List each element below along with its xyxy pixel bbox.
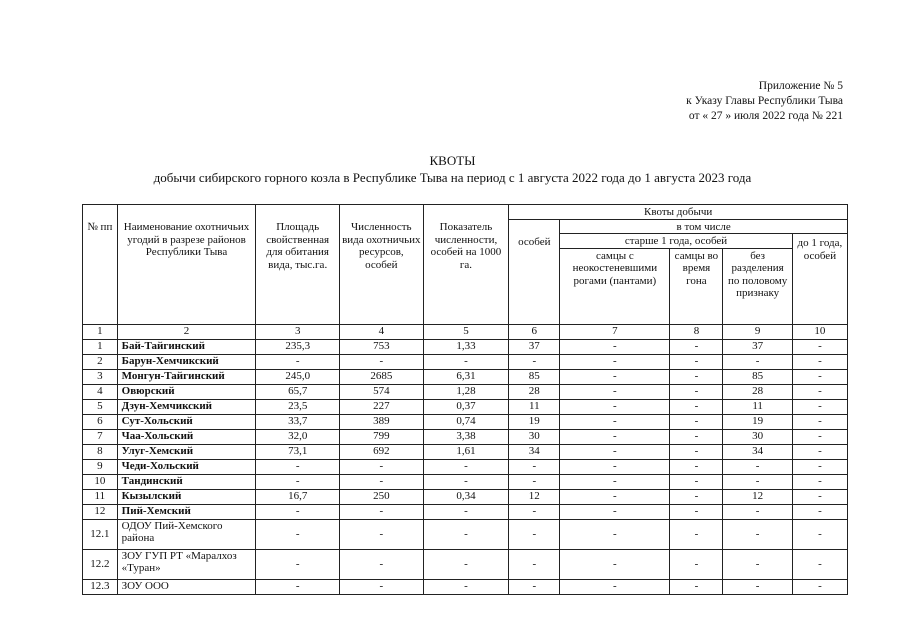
males-antlers-cell: - (560, 414, 670, 429)
males-antlers-cell: - (560, 549, 670, 579)
population-cell: - (340, 459, 424, 474)
males-antlers-cell: - (560, 354, 670, 369)
table-row (83, 579, 848, 594)
area-cell: - (256, 504, 340, 519)
males-rut-cell: - (670, 459, 723, 474)
males-antlers-cell: - (560, 459, 670, 474)
district-name: Монгун-Тайгинский (117, 369, 256, 384)
population-cell: - (340, 354, 424, 369)
population-cell: - (340, 549, 424, 579)
total-quota-cell: 30 (509, 429, 560, 444)
area-cell: 65,7 (256, 384, 340, 399)
under1-cell: - (792, 384, 847, 399)
density-cell: 1,28 (423, 384, 509, 399)
total-quota-cell: - (509, 504, 560, 519)
population-cell: 2685 (340, 369, 424, 384)
males-antlers-cell: - (560, 489, 670, 504)
population-cell: - (340, 579, 424, 594)
under1-cell: - (792, 549, 847, 579)
row-number: 10 (83, 474, 118, 489)
males-rut-cell: - (670, 504, 723, 519)
no-sex-cell: 28 (723, 384, 792, 399)
appendix-line-3: от « 27 » июля 2022 года № 221 (688, 110, 843, 122)
population-cell: - (340, 519, 424, 549)
area-cell: 245,0 (256, 369, 340, 384)
district-name: ОДОУ Пий-Хемского района (117, 519, 256, 549)
area-cell: - (256, 474, 340, 489)
total-quota-cell: - (509, 354, 560, 369)
row-number: 2 (83, 354, 118, 369)
males-antlers-cell: - (560, 444, 670, 459)
appendix-block (686, 79, 843, 124)
males-rut-cell: - (670, 549, 723, 579)
table-row (83, 339, 848, 354)
district-name: Кызылский (117, 489, 256, 504)
area-cell: - (256, 459, 340, 474)
table-row (83, 459, 848, 474)
under1-cell: - (792, 339, 847, 354)
total-quota-cell: - (509, 459, 560, 474)
header-density: Показатель численности, особей на 1000 га. (423, 205, 509, 325)
district-name: ЗОУ ГУП РТ «Маралхоз «Туран» (117, 549, 256, 579)
district-name: Чеди-Хольский (117, 459, 256, 474)
density-cell: - (423, 459, 509, 474)
density-cell: 3,38 (423, 429, 509, 444)
males-antlers-cell: - (560, 369, 670, 384)
col-number: 2 (117, 324, 256, 339)
total-quota-cell: - (509, 474, 560, 489)
total-quota-cell: - (509, 579, 560, 594)
males-antlers-cell: - (560, 519, 670, 549)
header-name: Наименование охотничьих угодий в разрезе районов Республики Тыва (117, 205, 256, 325)
area-cell: 16,7 (256, 489, 340, 504)
total-quota-cell: 85 (509, 369, 560, 384)
area-cell: 32,0 (256, 429, 340, 444)
males-rut-cell: - (670, 339, 723, 354)
population-cell: - (340, 504, 424, 519)
no-sex-cell: - (723, 474, 792, 489)
under1-cell: - (792, 474, 847, 489)
area-cell: - (256, 549, 340, 579)
district-name: ЗОУ ООО (117, 579, 256, 594)
population-cell: 574 (340, 384, 424, 399)
header-males-rut: самцы во время гона (670, 248, 723, 324)
district-name: Чаа-Хольский (117, 429, 256, 444)
district-name: Улуг-Хемский (117, 444, 256, 459)
density-cell: - (423, 474, 509, 489)
no-sex-cell: 85 (723, 369, 792, 384)
males-rut-cell: - (670, 429, 723, 444)
density-cell: - (423, 549, 509, 579)
no-sex-cell: - (723, 579, 792, 594)
density-cell: - (423, 519, 509, 549)
population-cell: 250 (340, 489, 424, 504)
males-rut-cell: - (670, 384, 723, 399)
males-rut-cell: - (670, 399, 723, 414)
total-quota-cell: - (509, 549, 560, 579)
males-rut-cell: - (670, 414, 723, 429)
no-sex-cell: - (723, 519, 792, 549)
row-number: 12.3 (83, 579, 118, 594)
males-rut-cell: - (670, 474, 723, 489)
col-number: 8 (670, 324, 723, 339)
row-number: 11 (83, 489, 118, 504)
no-sex-cell: 19 (723, 414, 792, 429)
under1-cell: - (792, 444, 847, 459)
row-number: 9 (83, 459, 118, 474)
header-under1: до 1 года, особей (792, 234, 847, 325)
males-rut-cell: - (670, 369, 723, 384)
no-sex-cell: - (723, 354, 792, 369)
under1-cell: - (792, 414, 847, 429)
density-cell: 1,33 (423, 339, 509, 354)
row-number: 7 (83, 429, 118, 444)
quota-table (82, 204, 848, 595)
row-number: 8 (83, 444, 118, 459)
no-sex-cell: - (723, 504, 792, 519)
col-number: 7 (560, 324, 670, 339)
row-number: 5 (83, 399, 118, 414)
table-row (83, 369, 848, 384)
density-cell: 1,61 (423, 444, 509, 459)
area-cell: - (256, 354, 340, 369)
under1-cell: - (792, 354, 847, 369)
district-name: Овюрский (117, 384, 256, 399)
under1-cell: - (792, 459, 847, 474)
males-antlers-cell: - (560, 384, 670, 399)
header-num: № пп (83, 205, 118, 325)
no-sex-cell: 30 (723, 429, 792, 444)
no-sex-cell: - (723, 459, 792, 474)
table-row (83, 384, 848, 399)
col-number: 1 (83, 324, 118, 339)
males-rut-cell: - (670, 489, 723, 504)
col-number: 4 (340, 324, 424, 339)
no-sex-cell: 37 (723, 339, 792, 354)
males-rut-cell: - (670, 354, 723, 369)
district-name: Тандинский (117, 474, 256, 489)
district-name: Барун-Хемчикский (117, 354, 256, 369)
district-name: Пий-Хемский (117, 504, 256, 519)
row-number: 6 (83, 414, 118, 429)
col-number: 6 (509, 324, 560, 339)
total-quota-cell: 12 (509, 489, 560, 504)
males-rut-cell: - (670, 579, 723, 594)
density-cell: 0,74 (423, 414, 509, 429)
header-older: старше 1 года, особей (560, 234, 793, 249)
density-cell: - (423, 579, 509, 594)
table-row (83, 549, 848, 579)
header-no-sex: без разделения по половому признаку (723, 248, 792, 324)
title-line-1: КВОТЫ (429, 153, 476, 168)
population-cell: 753 (340, 339, 424, 354)
col-number: 10 (792, 324, 847, 339)
area-cell: 23,5 (256, 399, 340, 414)
area-cell: 235,3 (256, 339, 340, 354)
density-cell: 6,31 (423, 369, 509, 384)
district-name: Бай-Тайгинский (117, 339, 256, 354)
total-quota-cell: 28 (509, 384, 560, 399)
column-number-row (83, 324, 848, 339)
row-number: 3 (83, 369, 118, 384)
header-population: Численность вида охотничьих ресурсов, особей (340, 205, 424, 325)
under1-cell: - (792, 504, 847, 519)
document-title (0, 152, 905, 186)
no-sex-cell: - (723, 549, 792, 579)
area-cell: - (256, 579, 340, 594)
row-number: 4 (83, 384, 118, 399)
males-antlers-cell: - (560, 474, 670, 489)
header-quotas: Квоты добычи (509, 205, 848, 220)
table-row (83, 444, 848, 459)
header-area: Площадь свойственная для обитания вида, тыс.га. (256, 205, 340, 325)
under1-cell: - (792, 429, 847, 444)
row-number: 12.2 (83, 549, 118, 579)
table-row (83, 474, 848, 489)
males-rut-cell: - (670, 444, 723, 459)
col-number: 3 (256, 324, 340, 339)
col-number: 9 (723, 324, 792, 339)
table-row (83, 414, 848, 429)
under1-cell: - (792, 519, 847, 549)
table-row (83, 399, 848, 414)
total-quota-cell: - (509, 519, 560, 549)
population-cell: 227 (340, 399, 424, 414)
district-name: Сут-Хольский (117, 414, 256, 429)
row-number: 12 (83, 504, 118, 519)
total-quota-cell: 34 (509, 444, 560, 459)
table-row (83, 504, 848, 519)
title-line-2: добычи сибирского горного козла в Республике Тыва на период с 1 августа 2022 года до 1 августа 2023 года (153, 170, 752, 185)
males-antlers-cell: - (560, 579, 670, 594)
row-number: 1 (83, 339, 118, 354)
table-row (83, 489, 848, 504)
no-sex-cell: 12 (723, 489, 792, 504)
under1-cell: - (792, 579, 847, 594)
density-cell: - (423, 354, 509, 369)
population-cell: - (340, 474, 424, 489)
district-name: Дзун-Хемчикский (117, 399, 256, 414)
no-sex-cell: 34 (723, 444, 792, 459)
population-cell: 389 (340, 414, 424, 429)
table-row (83, 354, 848, 369)
area-cell: - (256, 519, 340, 549)
population-cell: 692 (340, 444, 424, 459)
no-sex-cell: 11 (723, 399, 792, 414)
header-males-antlers: самцы с неокостеневшими рогами (пантами) (560, 248, 670, 324)
area-cell: 73,1 (256, 444, 340, 459)
males-rut-cell: - (670, 519, 723, 549)
total-quota-cell: 11 (509, 399, 560, 414)
appendix-line-1: Приложение № 5 (758, 80, 843, 92)
table-row (83, 519, 848, 549)
males-antlers-cell: - (560, 429, 670, 444)
header-total: особей (509, 219, 560, 324)
header-including: в том числе (560, 219, 848, 234)
row-number: 12.1 (83, 519, 118, 549)
area-cell: 33,7 (256, 414, 340, 429)
density-cell: - (423, 504, 509, 519)
density-cell: 0,37 (423, 399, 509, 414)
table-row (83, 429, 848, 444)
appendix-line-2: к Указу Главы Республики Тыва (686, 95, 843, 107)
col-number: 5 (423, 324, 509, 339)
males-antlers-cell: - (560, 399, 670, 414)
males-antlers-cell: - (560, 504, 670, 519)
density-cell: 0,34 (423, 489, 509, 504)
total-quota-cell: 37 (509, 339, 560, 354)
under1-cell: - (792, 399, 847, 414)
males-antlers-cell: - (560, 339, 670, 354)
under1-cell: - (792, 369, 847, 384)
under1-cell: - (792, 489, 847, 504)
table-body (83, 324, 848, 594)
population-cell: 799 (340, 429, 424, 444)
total-quota-cell: 19 (509, 414, 560, 429)
